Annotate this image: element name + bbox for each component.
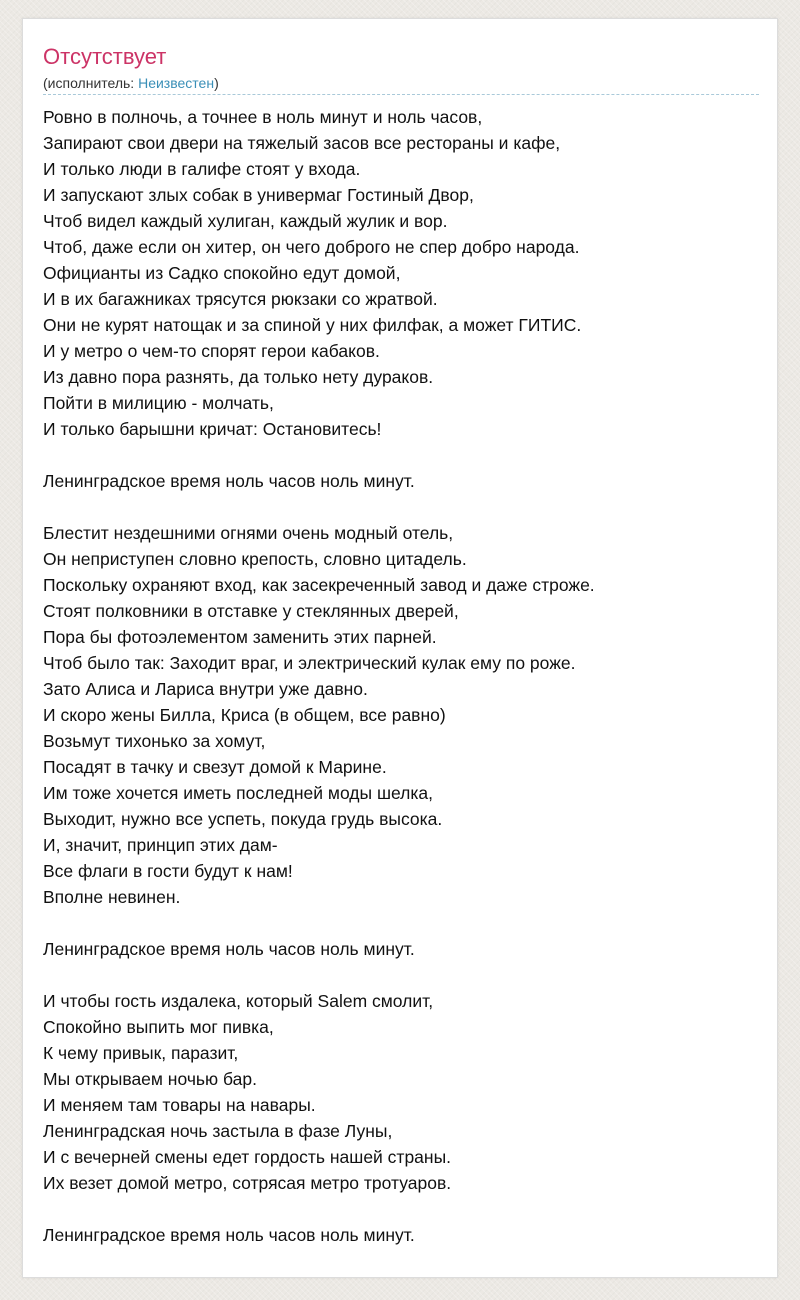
lyric-line: И в их багажниках трясутся рюкзаки со жратвой. (43, 289, 438, 309)
lyric-line: Зато Алиса и Лариса внутри уже давно. (43, 679, 368, 699)
lyric-line: И запускают злых собак в универмаг Гостиный Двор, (43, 185, 474, 205)
lyric-line: Возьмут тихонько за хомут, (43, 731, 266, 751)
stanza-break (43, 962, 759, 988)
lyric-line: Запирают свои двери на тяжелый засов все рестораны и кафе, (43, 133, 561, 153)
lyric-line: Ленинградская ночь застыла в фазе Луны, (43, 1121, 393, 1141)
lyrics-text (43, 104, 759, 1248)
title-divider (43, 94, 759, 95)
lyric-line: И, значит, принцип этих дам- (43, 835, 278, 855)
lyric-line: Блестит нездешними огнями очень модный отель, (43, 523, 454, 543)
lyric-line: Выходит, нужно все успеть, покуда грудь высока. (43, 809, 443, 829)
lyric-line: Официанты из Садко спокойно едут домой, (43, 263, 401, 283)
lyric-line: И только барышни кричат: Остановитесь! (43, 419, 382, 439)
lyric-line: И с вечерней смены едет гордость нашей страны. (43, 1147, 452, 1167)
lyric-line: Спокойно выпить мог пивка, (43, 1017, 274, 1037)
lyric-line: И у метро о чем-то спорят герои кабаков. (43, 341, 380, 361)
stanza-break (43, 1196, 759, 1222)
lyric-line: Чтоб было так: Заходит враг, и электрический кулак ему по роже. (43, 653, 576, 673)
artist-link[interactable]: Неизвестен (138, 75, 215, 91)
lyric-line: К чему привык, паразит, (43, 1043, 239, 1063)
lyric-line: Из давно пора разнять, да только нету дураков. (43, 367, 434, 387)
lyric-line: Ленинградское время ноль часов ноль минут. (43, 471, 415, 491)
lyrics-card (22, 18, 778, 1278)
lyric-line: Пойти в милицию - молчать, (43, 393, 274, 413)
lyric-line: Поскольку охраняют вход, как засекреченный завод и даже строже. (43, 575, 595, 595)
artist-prefix: (исполнитель: (43, 75, 139, 91)
lyric-line: И скоро жены Билла, Криса (в общем, все равно) (43, 705, 446, 725)
song-title: Отсутствует (43, 44, 167, 69)
stanza-break (43, 910, 759, 936)
stanza-break (43, 442, 759, 468)
lyric-line: Все флаги в гости будут к нам! (43, 861, 293, 881)
lyric-line: Посадят в тачку и свезут домой к Марине. (43, 757, 387, 777)
lyric-line: Он неприступен словно крепость, словно цитадель. (43, 549, 467, 569)
lyric-line: Ленинградское время ноль часов ноль минут. (43, 1225, 415, 1245)
lyric-line: Вполне невинен. (43, 887, 181, 907)
lyric-line: И только люди в галифе стоят у входа. (43, 159, 361, 179)
artist-suffix: ) (214, 75, 219, 91)
lyric-line: Чтоб, даже если он хитер, он чего доброго не спер добро народа. (43, 237, 580, 257)
lyric-line: Они не курят натощак и за спиной у них филфак, а может ГИТИС. (43, 315, 582, 335)
lyric-line: Мы открываем ночью бар. (43, 1069, 257, 1089)
lyric-line: Им тоже хочется иметь последней моды шелка, (43, 783, 433, 803)
artist-line (43, 74, 219, 92)
stanza-break (43, 494, 759, 520)
lyric-line: И чтобы гость издалека, который Salem смолит, (43, 991, 434, 1011)
lyric-line: Чтоб видел каждый хулиган, каждый жулик и вор. (43, 211, 448, 231)
lyric-line: Пора бы фотоэлементом заменить этих парней. (43, 627, 437, 647)
lyric-line: Их везет домой метро, сотрясая метро тротуаров. (43, 1173, 452, 1193)
lyric-line: Ровно в полночь, а точнее в ноль минут и ноль часов, (43, 107, 483, 127)
lyric-line: Стоят полковники в отставке у стеклянных дверей, (43, 601, 459, 621)
lyric-line: Ленинградское время ноль часов ноль минут. (43, 939, 415, 959)
lyric-line: И меняем там товары на навары. (43, 1095, 316, 1115)
